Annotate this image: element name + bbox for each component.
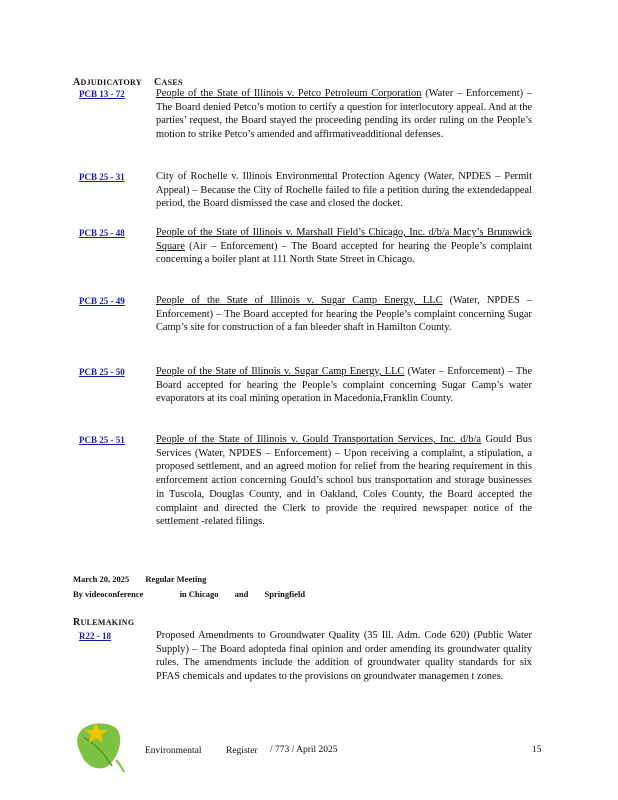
case-number-link[interactable]: PCB 25 - 49 (79, 296, 125, 306)
board-logo (72, 716, 128, 772)
case-title: People of the State of Illinois v. Petco Petroleum Corporation (156, 88, 422, 99)
meeting-by: By videoconference (73, 589, 144, 599)
case-number-link[interactable]: PCB 25 - 50 (79, 367, 125, 377)
rulemaking-description: Proposed Amendments to Groundwater Quality (35 Ill. Adm. Code 620) (Public Water Supply) – The Board adopteda final opinion and order amending its groundwater quality rules. The amendments include the addition of groundwater quality standards for six PFAS chemicals and updates to the provisions on groundwater managemen t zones. (156, 630, 532, 683)
meeting-in: in Chicago (179, 589, 219, 599)
case-description: People of the State of Illinois v. Gould Transportation Services, Inc. d/b/a Gould Bus Services (Water, NPDES – Enforcement) – Upon receiving a complaint, a stipulation, a proposed settlement, and an agreed motion for relief from the hearing requirement in this enforcement action concerning Gould’s school bus transportation and storage businesses in Tuscola, Douglas County, and in Oakland, Coles County, the Board accepted the complaint and directed the Clerk to provide the required newspaper notice of the settlement -related filings. (156, 434, 533, 528)
meeting-and: and (234, 589, 249, 599)
rulemaking-number-link[interactable]: R22 - 18 (79, 631, 111, 641)
footer-publication: Environmental (145, 746, 202, 756)
case-description: City of Rochelle v. Illinois Environmental Protection Agency (Water, NPDES – Permit Appeal) – Because the City of Rochelle failed to file a petition during the extendedappeal period, the Board dismissed the case and closed the docket. (156, 171, 532, 210)
case-number-link[interactable]: PCB 25 - 48 (79, 228, 125, 238)
case-title: People of the State of Illinois v. Gould Transportation Services, Inc. d/b/a (156, 434, 482, 445)
case-description: People of the State of Illinois v. Petco Petroleum Corporation (Water – Enforcement) – The Board denied Petco’s motion to certify a question for interlocutory appeal. And at the parties’ request, the Board stayed the proceeding pending its order ruling on the People’s motion to strike Petco’s amended and affirmativeadditional defenses. (156, 88, 532, 141)
case-title: People of the State of Illinois v. Sugar Camp Energy, LLC (156, 295, 443, 306)
meeting-date: March 20, 2025 (73, 574, 130, 584)
case-description: People of the State of Illinois v. Marshall Field’s Chicago, Inc. d/b/a Macy’s Brunswick Square (Air – Enforcement) – The Board accepted for hearing the People’s complaint concerning a boiler plant at 111 North State Street in Chicago. (156, 227, 532, 266)
page-number: 15 (532, 745, 542, 755)
case-number-link[interactable]: PCB 25 - 51 (79, 435, 125, 445)
footer-issue: / 773 / April 2025 (270, 745, 338, 755)
meeting-location-line (73, 589, 305, 599)
case-number-link[interactable]: PCB 25 - 31 (79, 172, 125, 182)
meeting-type: Regular Meeting (145, 574, 207, 584)
cases-heading: CASES (154, 77, 183, 88)
meeting-city: Springfield (264, 589, 306, 599)
case-description: People of the State of Illinois v. Sugar Camp Energy, LLC (Water, NPDES – Enforcement) – The Board accepted for hearing the People’s complaint concerning Sugar Camp’s site for construction of a fan bleeder shaft in Hamilton County. (156, 295, 532, 334)
rulemaking-heading: RULEMAKING (73, 617, 135, 628)
case-title: People of the State of Illinois v. Marshall Field’s Chicago, Inc. d/b/a Macy’s Brunswick Square (156, 227, 532, 252)
case-number-link[interactable]: PCB 13 - 72 (79, 89, 125, 99)
leaf-logo-icon (72, 716, 128, 772)
adjudicatory-heading: ADJUDICATORY (73, 77, 142, 88)
stem-line (116, 760, 124, 772)
meeting-date-line (73, 574, 206, 584)
case-title: People of the State of Illinois v. Sugar Camp Energy, LLC (156, 366, 405, 377)
case-description: People of the State of Illinois v. Sugar Camp Energy, LLC (Water – Enforcement) – The Board accepted for hearing the People’s complaint concerning Sugar Camp’s water evaporators at its coal mining operation in Macedonia,Franklin County. (156, 366, 532, 405)
footer-register: Register (226, 746, 258, 756)
